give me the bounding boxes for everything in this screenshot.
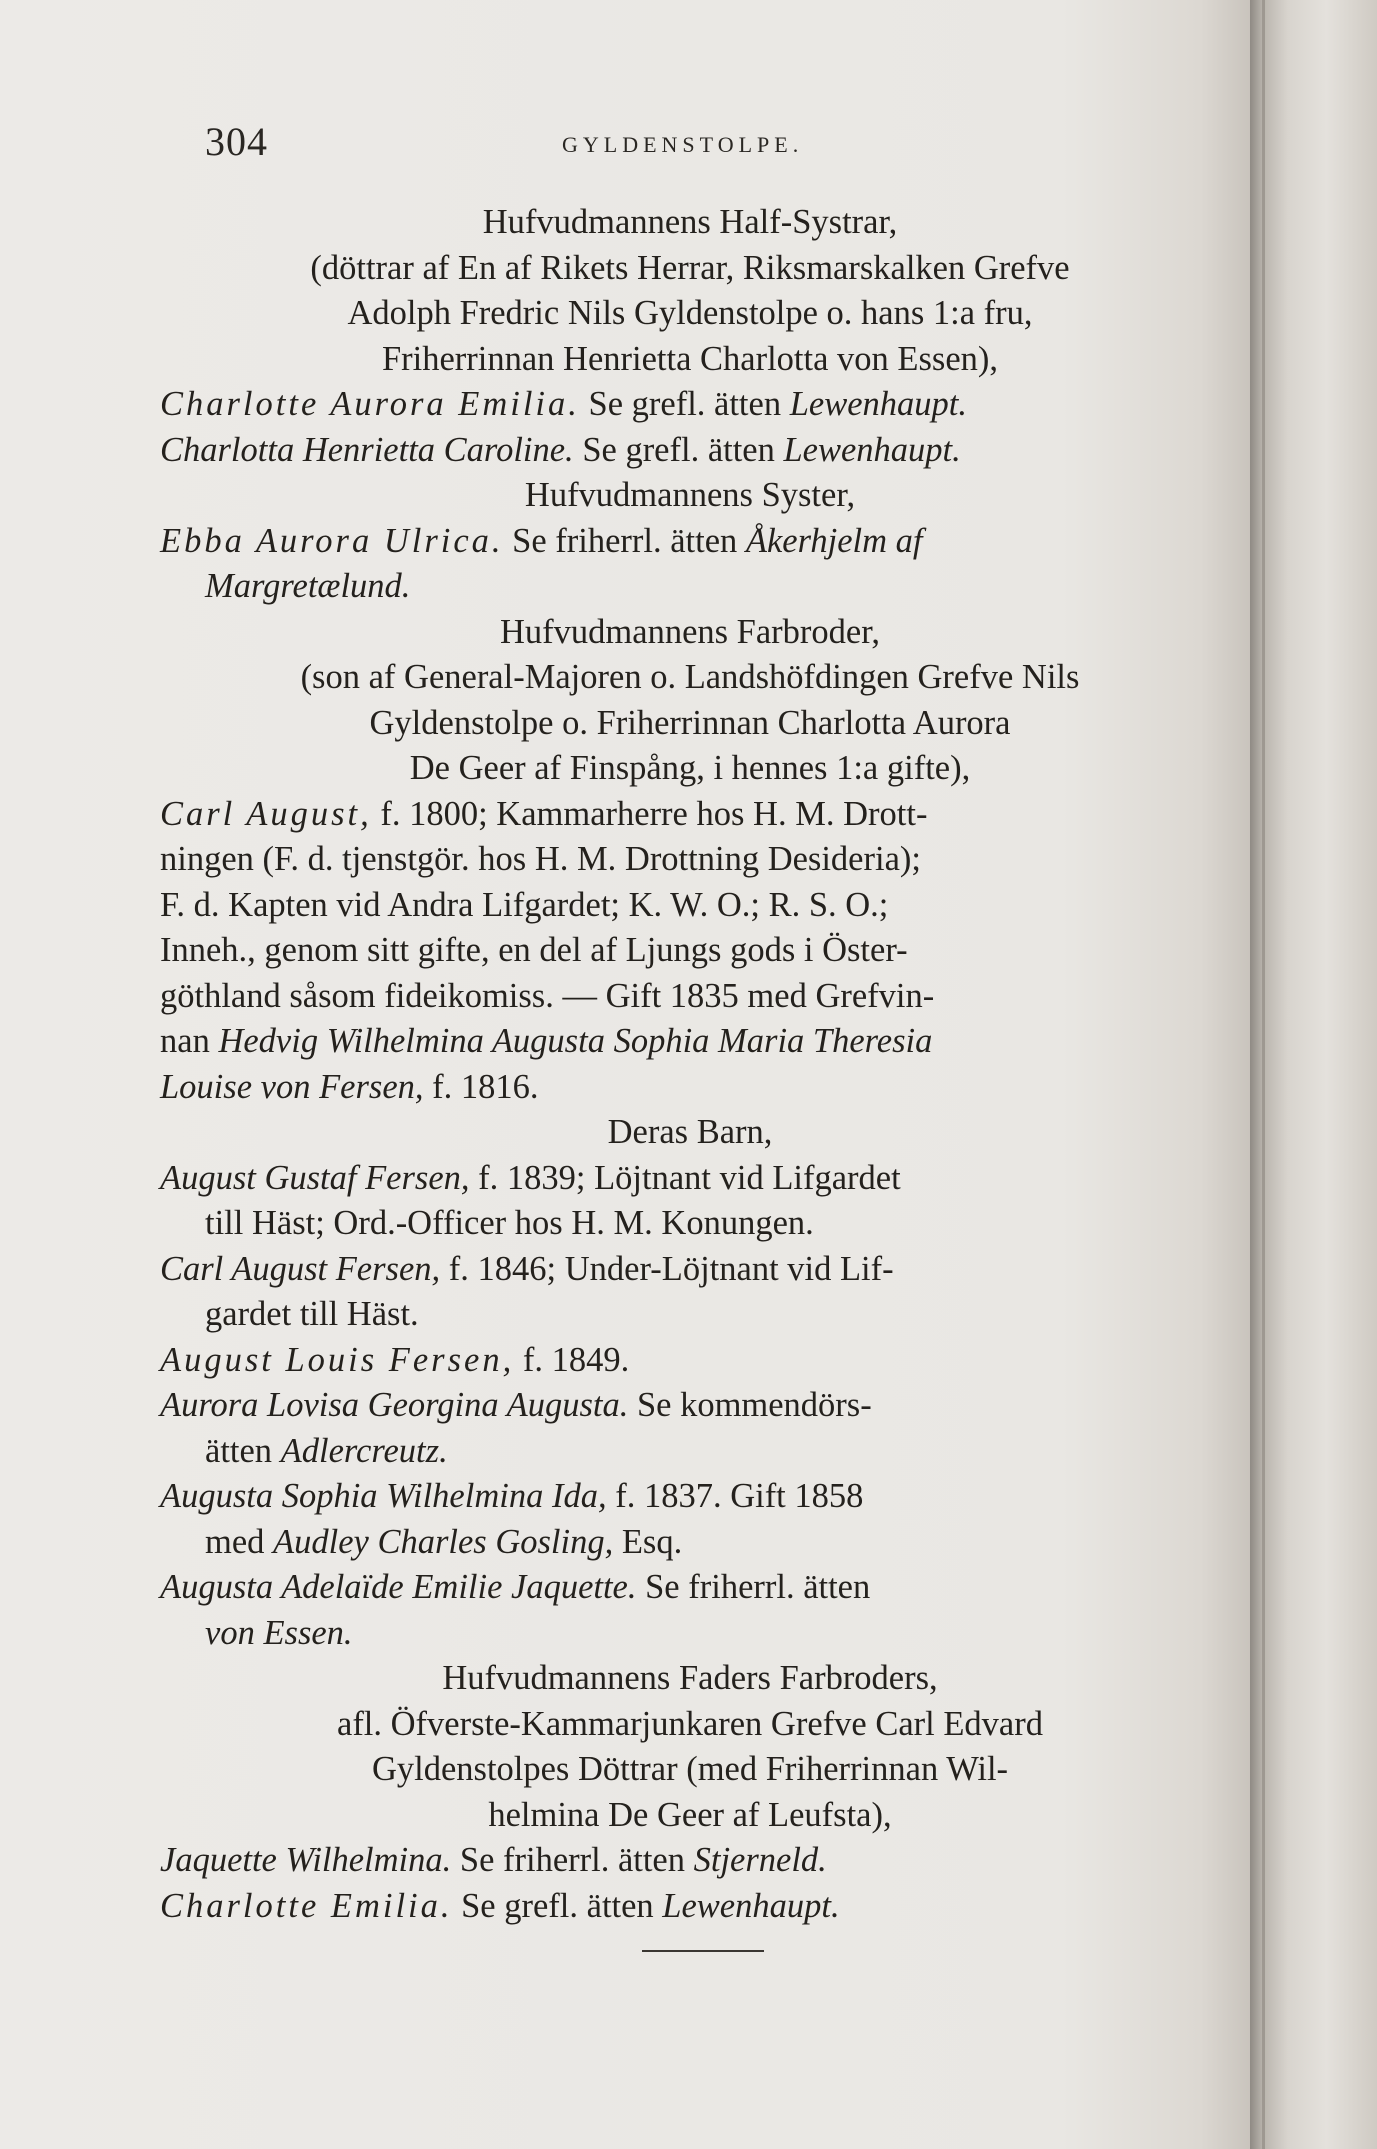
text-line: afl. Öfverste-Kammarjunkaren Grefve Carl Edvard <box>337 1704 1043 1743</box>
text-line: Friherrinnan Henrietta Charlotta von Essen), <box>381 339 999 378</box>
entry-line <box>160 1019 1220 1065</box>
entry-text: f. 1846; Under-Löjtnant vid Lif- <box>440 1249 894 1288</box>
text-line: Inneh., genom sitt gifte, en del af Ljungs gods i Öster- <box>160 931 908 969</box>
entry-line <box>160 1474 1220 1520</box>
entry-text: Se grefl. ätten <box>573 430 784 469</box>
section-heading: Deras Barn, <box>607 1113 773 1151</box>
closing-rule <box>642 1950 764 1952</box>
person-name: Augusta Adelaïde Emilie Jaquette. <box>160 1568 637 1606</box>
person-name: Carl August, <box>160 794 372 833</box>
entry-text: f. 1816. <box>423 1067 539 1106</box>
section-heading: Hufvudmannens Half-Systrar, <box>482 203 898 241</box>
entry-text: Se grefl. ätten <box>452 1886 663 1925</box>
text-line: göthland såsom fideikomiss. — Gift 1835 med Grefvin- <box>160 976 935 1015</box>
text-line: ningen (F. d. tjenstgör. hos H. M. Drottning Desideria); <box>160 840 921 878</box>
family-name: Adlercreutz. <box>280 1431 448 1470</box>
text-line: Gyldenstolpe o. Friherrinnan Charlotta Aurora <box>369 703 1011 742</box>
entry-line <box>160 1247 1220 1293</box>
entry-line <box>160 1884 1220 1930</box>
entry-text: nan <box>160 1022 219 1060</box>
family-name: von Essen. <box>205 1613 353 1652</box>
entry-line <box>160 1383 1220 1429</box>
family-name: Åkerhjelm af <box>745 521 923 560</box>
entry-text: Esq. <box>613 1522 683 1561</box>
text-line: Gyldenstolpes Döttrar (med Friherrinnan Wil- <box>371 1750 1009 1788</box>
entry-text: f. 1839; Löjtnant vid Lifgardet <box>469 1158 901 1197</box>
person-name: Augusta Sophia Wilhelmina Ida, <box>160 1477 607 1515</box>
entry-text: f. 1837. Gift 1858 <box>606 1477 864 1515</box>
text-line: (döttrar af En af Rikets Herrar, Riksmarskalken Grefve <box>310 248 1070 287</box>
text-line: till Häst; Ord.-Officer hos H. M. Konungen. <box>205 1204 814 1242</box>
person-name: Audley Charles Gosling, <box>273 1522 614 1561</box>
page-number: 304 <box>205 119 268 164</box>
page-edge <box>1250 0 1377 2149</box>
family-name: Lewenhaupt. <box>783 430 961 469</box>
entry-line <box>160 1565 1220 1611</box>
family-name: Lewenhaupt. <box>662 1886 840 1925</box>
text-line: (son af General-Majoren o. Landshöfdingen Grefve Nils <box>300 658 1080 696</box>
entry-line <box>160 1838 1220 1884</box>
person-name: Charlotte Emilia. <box>160 1886 453 1925</box>
entry-text: Se grefl. ätten <box>579 385 790 423</box>
entry-text: Se friherrl. ätten <box>451 1841 694 1879</box>
person-name: Aurora Lovisa Georgina Augusta. <box>160 1386 629 1424</box>
entry-line <box>160 1429 1220 1475</box>
section-heading: Hufvudmannens Faders Farbroders, <box>442 1659 938 1697</box>
page-body <box>160 200 1220 1929</box>
entry-text: Se friherrl. ätten <box>636 1568 871 1606</box>
person-name: August Gustaf Fersen, <box>160 1158 470 1197</box>
entry-line <box>160 1156 1220 1202</box>
entry-text: Se kommendörs- <box>628 1386 872 1424</box>
entry-text: Se friherrl. ätten <box>503 521 746 560</box>
text-line: De Geer af Finspång, i hennes 1:a gifte), <box>409 749 971 787</box>
person-name: August Louis Fersen, <box>160 1340 515 1379</box>
person-name: Charlotta Henrietta Caroline. <box>160 430 574 469</box>
family-name: Lewenhaupt. <box>789 385 967 423</box>
person-name: Jaquette Wilhelmina. <box>160 1841 452 1879</box>
entry-line <box>160 382 1220 428</box>
entry-line <box>160 519 1220 565</box>
entry-line <box>160 1611 1220 1657</box>
entry-text: f. 1800; Kammarherre hos H. M. Drott- <box>371 794 928 833</box>
person-name: Hedvig Wilhelmina Augusta Sophia Maria Theresia <box>218 1022 933 1060</box>
section-heading: Hufvudmannens Farbroder, <box>500 612 880 651</box>
person-name: Ebba Aurora Ulrica. <box>160 521 504 560</box>
text-line: Adolph Fredric Nils Gyldenstolpe o. hans 1:a fru, <box>347 294 1033 332</box>
person-name: Carl August Fersen, <box>160 1249 441 1288</box>
entry-text: f. 1849. <box>514 1340 630 1379</box>
entry-line <box>160 1065 1220 1111</box>
text-line: gardet till Häst. <box>205 1295 419 1333</box>
entry-line <box>160 1520 1220 1566</box>
entry-text: med <box>205 1522 274 1561</box>
entry-line <box>160 564 1220 610</box>
entry-line <box>160 792 1220 838</box>
section-heading: Hufvudmannens Syster, <box>524 476 856 514</box>
person-name: Louise von Fersen, <box>160 1067 424 1106</box>
entry-text: ätten <box>205 1431 281 1470</box>
family-name: Margretælund. <box>205 567 411 605</box>
entry-line <box>160 1338 1220 1384</box>
person-name: Charlotte Aurora Emilia. <box>160 385 580 423</box>
running-head: GYLDENSTOLPE. <box>562 132 804 157</box>
family-name: Stjerneld. <box>693 1841 827 1879</box>
text-line: helmina De Geer af Leufsta), <box>488 1795 892 1834</box>
page-header <box>205 118 1205 168</box>
text-line: F. d. Kapten vid Andra Lifgardet; K. W. O.; R. S. O.; <box>160 885 889 924</box>
entry-line <box>160 428 1220 474</box>
